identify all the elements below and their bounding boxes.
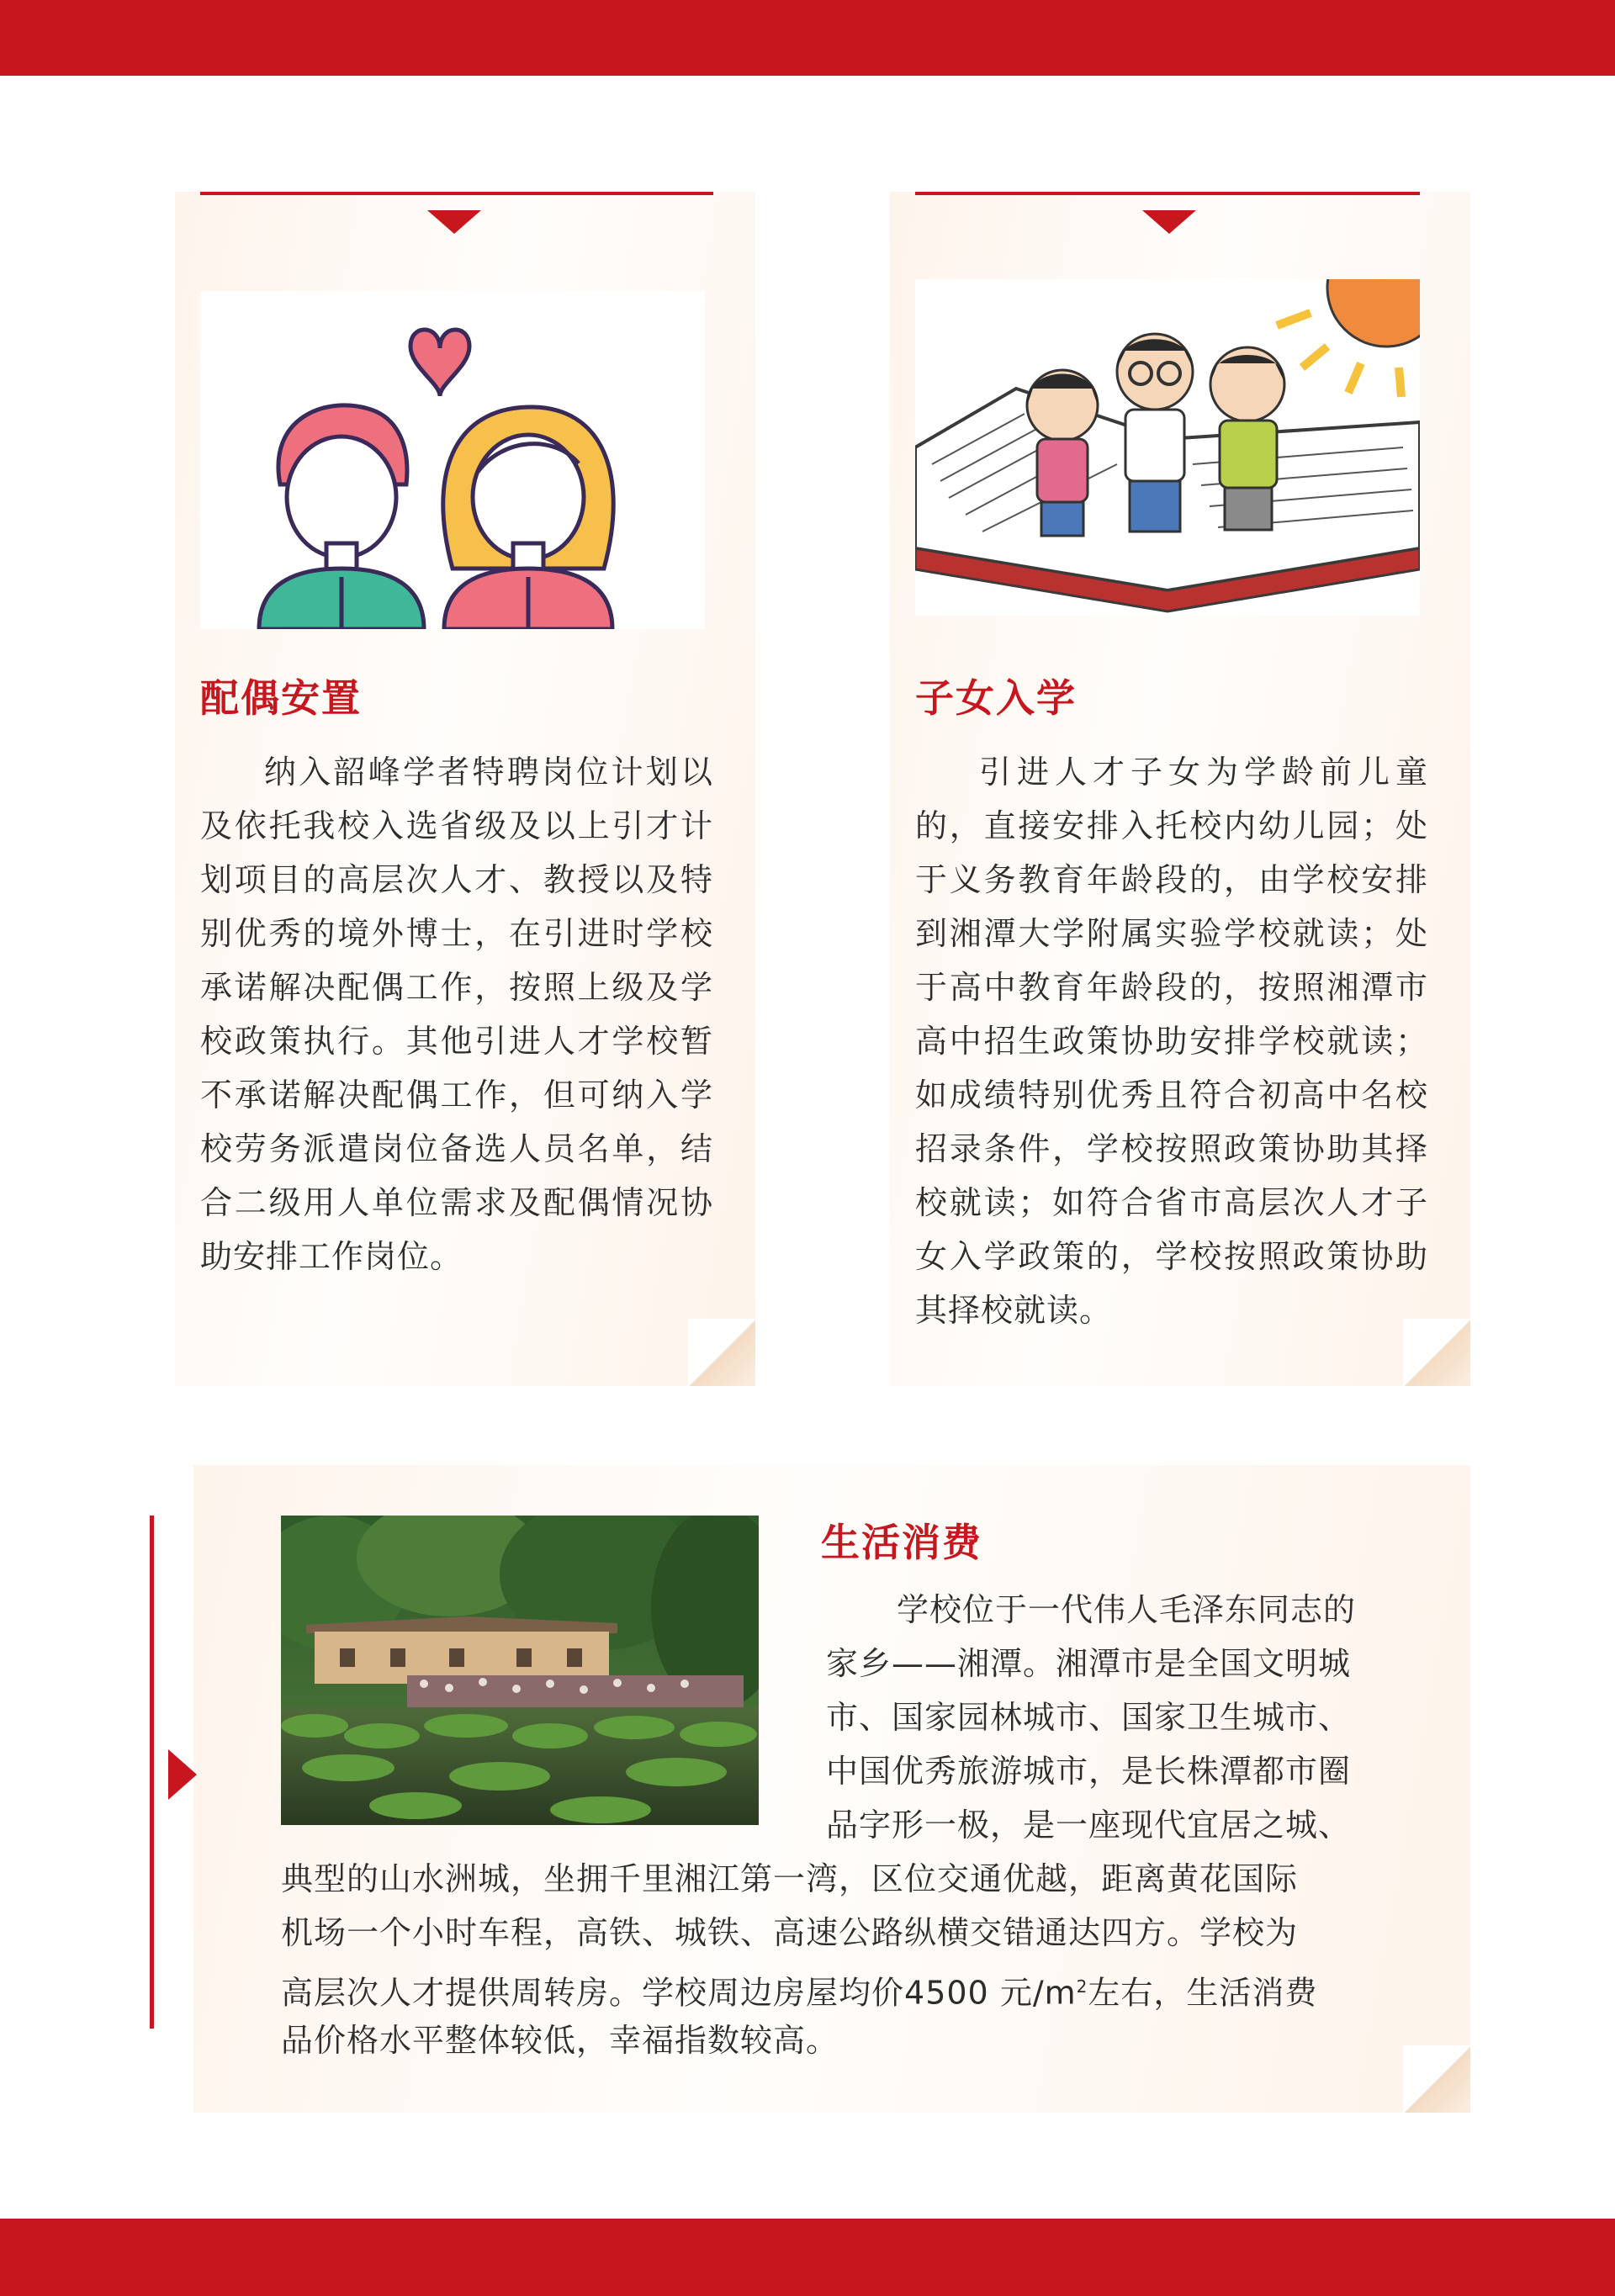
living-line: [281, 1960, 1408, 2013]
living-title: 生活消费: [821, 1520, 982, 1565]
spouse-title: 配偶安置: [200, 675, 362, 721]
living-line: 品价格水平整体较低，幸福指数较高。: [281, 2022, 839, 2059]
down-arrow-icon: [1142, 210, 1196, 234]
top-red-band: [0, 0, 1615, 76]
price-unit: 元/m: [988, 1974, 1077, 2012]
card-top-line: [915, 192, 1420, 195]
children-title: 子女入学: [915, 675, 1077, 721]
price-unit-superscript: 2: [1076, 1976, 1088, 1997]
living-line: 典型的山水洲城，坐拥千里湘江第一湾，区位交通优越，距离黄花国际: [281, 1860, 1299, 1897]
page-fold: [1403, 1319, 1470, 1386]
down-arrow-icon: [427, 210, 481, 234]
living-line: 家乡——湘潭。湘潭市是全国文明城: [826, 1645, 1352, 1682]
page-fold: [688, 1319, 755, 1386]
price-value: 4500: [904, 1974, 989, 2012]
spouse-card: [175, 192, 755, 1386]
bottom-red-band: [0, 2219, 1615, 2296]
children-body: 引进人才子女为学龄前儿童的，直接安排入托校内幼儿园；处于义务教育年龄段的，由学校安排到湘潭大学附属实验学校就读；处于高中教育年龄段的，按照湘潭市高中招生政策协助安排学校就读；如成绩特别优秀且符合初高中名校招录条件，学校按照政策协助其择校就读；如符合省市高层次人才子女入学政策的，学校按照政策协助其择校就读。: [915, 754, 1428, 1329]
card-top-line: [200, 192, 713, 195]
living-body: [281, 1583, 1408, 2067]
right-arrow-icon: [168, 1749, 197, 1800]
page-fold: [1403, 2045, 1470, 2113]
living-line-part: 高层次人才提供周转房。学校周边房屋均价: [281, 1974, 905, 2012]
children-on-book-illustration: [915, 279, 1420, 616]
children-card: [890, 192, 1470, 1386]
living-line: 学校位于一代伟人毛泽东同志的: [897, 1591, 1357, 1628]
living-line: 品字形一极，是一座现代宜居之城、: [826, 1807, 1352, 1844]
living-line: 市、国家园林城市、国家卫生城市、: [826, 1699, 1352, 1736]
side-red-line: [150, 1516, 154, 2029]
living-line: 机场一个小时车程，高铁、城铁、高速公路纵横交错通达四方。学校为: [281, 1914, 1299, 1951]
living-line-part: 左右，生活消费: [1088, 1974, 1318, 2012]
living-line: 中国优秀旅游城市，是长株潭都市圈: [826, 1753, 1352, 1790]
spouse-body: 纳入韶峰学者特聘岗位计划以及依托我校入选省级及以上引才计划项目的高层次人才、教授以及特别优秀的境外博士，在引进时学校承诺解决配偶工作，按照上级及学校政策执行。其他引进人才学校暂不承诺解决配偶工作，但可纳入学校劳务派遣岗位备选人员名单，结合二级用人单位需求及配偶情况协助安排工作岗位。: [200, 754, 713, 1275]
couple-illustration: [200, 291, 705, 629]
